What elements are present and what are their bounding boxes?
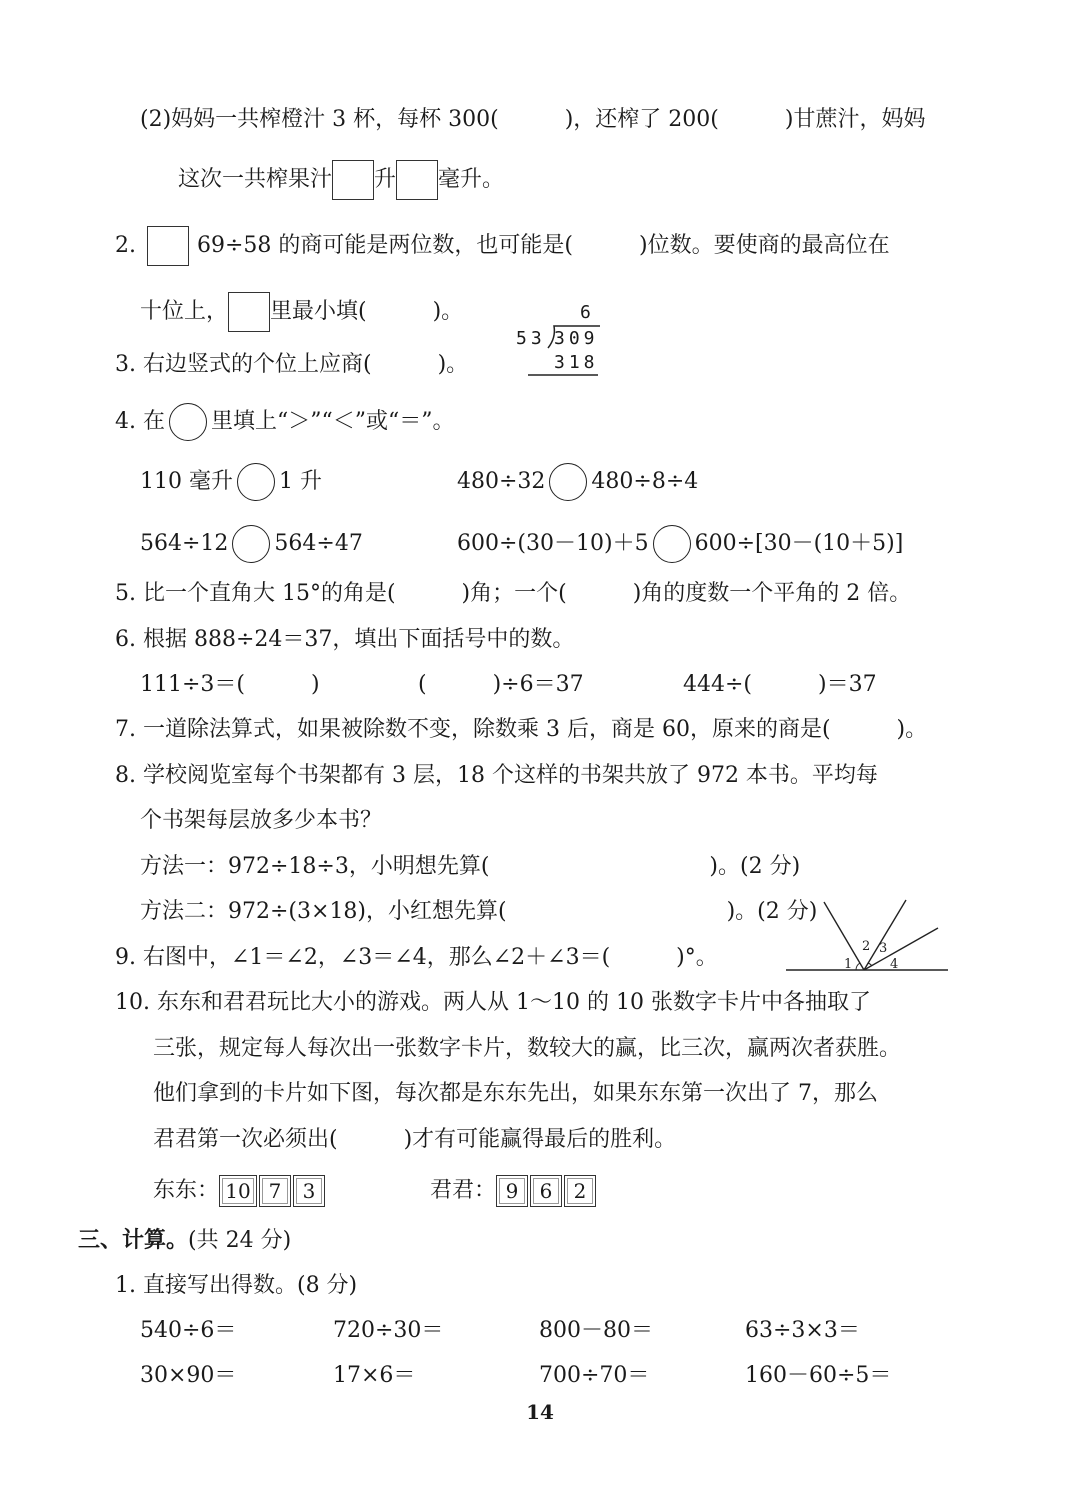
q10-line4: 君君第一次必须出( )才有可能赢得最后的胜利。 bbox=[153, 1127, 677, 1152]
q1-2-line2 bbox=[178, 160, 504, 200]
q4-r2l-b: 564÷47 bbox=[274, 531, 363, 556]
junjun-label: 君君： bbox=[430, 1178, 497, 1203]
q4-r1l-a: 110 毫升 bbox=[140, 469, 233, 494]
answer-box-liters[interactable] bbox=[332, 160, 374, 200]
angle-label-1: 1 bbox=[844, 957, 853, 972]
angle-label-3: 3 bbox=[879, 941, 888, 956]
q10-line1: 10. 东东和君君玩比大小的游戏。两人从 1～10 的 10 张数字卡片中各抽取了 bbox=[115, 990, 871, 1015]
dongdong-label: 东东： bbox=[153, 1178, 220, 1203]
q4-text-a: 4. 在 bbox=[115, 409, 165, 434]
junjun-cards bbox=[430, 1175, 598, 1207]
q2-line2 bbox=[140, 292, 463, 332]
card: 7 bbox=[259, 1175, 291, 1207]
q7: 7. 一道除法算式，如果被除数不变，除数乘 3 后，商是 60，原来的商是( )。 bbox=[115, 717, 928, 742]
q2-text2b: 里最小填( )。 bbox=[270, 299, 464, 324]
angle-label-4: 4 bbox=[890, 957, 899, 972]
calc-item: 720÷30＝ bbox=[333, 1318, 444, 1343]
q6-title: 6. 根据 888÷24＝37，填出下面括号中的数。 bbox=[115, 627, 575, 652]
q4-title bbox=[115, 403, 454, 441]
ld-product: 318 bbox=[554, 352, 599, 373]
long-division bbox=[512, 300, 608, 380]
q10-line3: 他们拿到的卡片如下图，每次都是东东先出，如果东东第一次出了 7，那么 bbox=[153, 1081, 878, 1106]
ld-quotient: 6 bbox=[580, 302, 595, 323]
q4-r2r-a: 600÷(30－10)＋5 bbox=[457, 531, 649, 556]
q8-line2: 个书架每层放多少本书？ bbox=[140, 808, 383, 833]
q2-text2a: 十位上， bbox=[140, 299, 229, 324]
card: 3 bbox=[293, 1175, 325, 1207]
calc-item: 30×90＝ bbox=[140, 1363, 237, 1388]
compare-circle-4[interactable] bbox=[653, 525, 691, 563]
ld-dividend: 309 bbox=[554, 328, 599, 349]
card: 2 bbox=[564, 1175, 596, 1207]
q4-text-b: 里填上“＞”“＜”或“＝”。 bbox=[210, 409, 455, 434]
q4-row2-left bbox=[140, 525, 363, 563]
q8-method2: 方法二：972÷(3×18)，小红想先算( )。(2 分) bbox=[140, 899, 818, 924]
calc-item: 17×6＝ bbox=[333, 1363, 416, 1388]
q8-line1: 8. 学校阅览室每个书架都有 3 层，18 个这样的书架共放了 972 本书。平均每 bbox=[115, 763, 878, 788]
q10-line2: 三张，规定每人每次出一张数字卡片，数较大的赢，比三次，赢两次者获胜。 bbox=[153, 1036, 902, 1061]
q4-row1-left bbox=[140, 463, 322, 501]
q3: 3. 右边竖式的个位上应商( )。 bbox=[115, 352, 469, 377]
section3-heading bbox=[78, 1226, 291, 1256]
dongdong-cards bbox=[153, 1175, 327, 1207]
q1-2-text-c: 毫升。 bbox=[438, 167, 505, 192]
calc-item: 540÷6＝ bbox=[140, 1318, 237, 1343]
card: 9 bbox=[496, 1175, 528, 1207]
q4-r2r-b: 600÷[30－(10＋5)] bbox=[694, 531, 904, 556]
angle-figure bbox=[782, 898, 952, 978]
answer-box-ml[interactable] bbox=[396, 160, 438, 200]
q1-2-line1: (2)妈妈一共榨橙汁 3 杯，每杯 300( )，还榨了 200( )甘蔗汁，妈妈 bbox=[140, 107, 926, 132]
compare-circle-3[interactable] bbox=[232, 525, 270, 563]
q6-c: 444÷( )＝37 bbox=[683, 672, 877, 697]
q2-number: 2. bbox=[115, 233, 136, 258]
compare-circle-1[interactable] bbox=[237, 463, 275, 501]
q2-line1 bbox=[115, 226, 890, 266]
q4-sample-circle bbox=[169, 403, 207, 441]
q4-r1r-b: 480÷8÷4 bbox=[591, 469, 699, 494]
section3-title: 三、计算。 bbox=[78, 1228, 189, 1253]
compare-circle-2[interactable] bbox=[549, 463, 587, 501]
calc-item: 63÷3×3＝ bbox=[745, 1318, 860, 1343]
q2-text1: 69÷58 的商可能是两位数，也可能是( )位数。要使商的最高位在 bbox=[197, 233, 890, 258]
ld-divisor: 53 bbox=[516, 328, 546, 349]
q8-method1: 方法一：972÷18÷3，小明想先算( )。(2 分) bbox=[140, 854, 801, 879]
q1-2-text-b: 升 bbox=[374, 167, 397, 192]
q4-r1r-a: 480÷32 bbox=[457, 469, 546, 494]
calc-item: 700÷70＝ bbox=[539, 1363, 650, 1388]
q9: 9. 右图中，∠1＝∠2，∠3＝∠4，那么∠2＋∠3＝( )°。 bbox=[115, 945, 718, 970]
q4-row1-right bbox=[457, 463, 698, 501]
q2-digit-box[interactable] bbox=[147, 226, 189, 266]
calc-item: 160－60÷5＝ bbox=[745, 1363, 892, 1388]
q4-r1l-b: 1 升 bbox=[279, 469, 322, 494]
q6-a: 111÷3＝( ) bbox=[140, 672, 320, 697]
q4-r2l-a: 564÷12 bbox=[140, 531, 229, 556]
card: 10 bbox=[219, 1175, 257, 1207]
calc-item: 800－80＝ bbox=[539, 1318, 653, 1343]
section3-sub1: 1. 直接写出得数。(8 分) bbox=[115, 1273, 358, 1298]
section3-points: (共 24 分) bbox=[188, 1228, 292, 1253]
q5: 5. 比一个直角大 15°的角是( )角；一个( )角的度数一个平角的 2 倍。 bbox=[115, 581, 912, 606]
q4-row2-right bbox=[457, 525, 903, 563]
q6-b: ( )÷6＝37 bbox=[418, 672, 584, 697]
q2-digit-box-ref bbox=[228, 292, 270, 332]
page-number: 14 bbox=[526, 1400, 554, 1424]
card: 6 bbox=[530, 1175, 562, 1207]
angle-label-2: 2 bbox=[862, 939, 871, 954]
q1-2-text-a: 这次一共榨果汁 bbox=[178, 167, 333, 192]
